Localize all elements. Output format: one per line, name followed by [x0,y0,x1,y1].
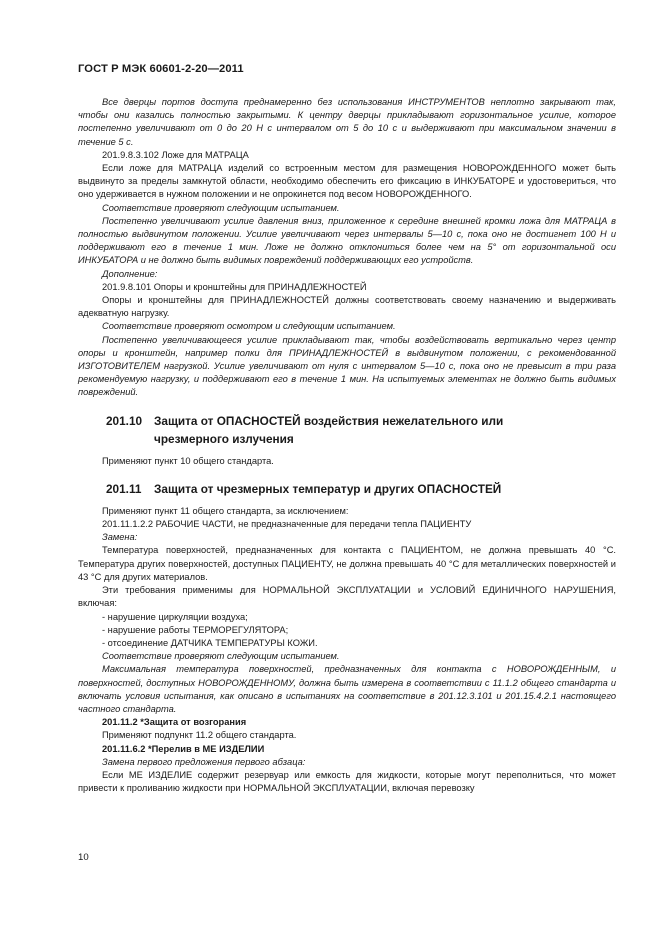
clause-heading: 201.11.6.2 *Перелив в МЕ ИЗДЕЛИИ [102,743,265,754]
compliance-note: Соответствие проверяют следующим испытанием. [102,202,340,213]
clause-heading: 201.9.8.101 Опоры и кронштейны для ПРИНАДЛЕЖНОСТЕЙ [102,281,367,292]
paragraph: Постепенно увеличивающееся усилие прикладывают так, чтобы воздействовать вертикально через центр опоры и кронштейн, например полки для ПРИНАДЛЕЖНОСТЕЙ в выдвинутом положении, с рекомендованной ИЗГОТОВИТЕЛЕМ нагрузкой. Усилие увеличивают от нуля с интервалом 5—10 с, пока оно не превысит в три раза рекомендуемую нагрузку, и поддерживают его в течение 1 мин. На испытуемых элементах не должно быть видимых повреждений. [78,334,616,398]
paragraph: Максимальная температура поверхностей, предназначенных для контакта с НОВОРОЖДЕННЫМ, и поверхностей, доступных НОВОРОЖДЕННОМУ, должна быть измерена в соответствии с 11.1.2 общего стандарта и включать условия испытания, как описано в испытаниях на соответствие в 201.12.3.101 и 201.15.4.2.1 настоящего частного стандарта. [78,664,616,714]
section-title: Защита от ОПАСНОСТЕЙ воздействия нежелательного или [154,413,504,428]
clause-heading: 201.11.1.2.2 РАБОЧИЕ ЧАСТИ, не предназначенные для передачи тепла ПАЦИЕНТУ [102,519,472,530]
clause-heading: 201.9.8.3.102 Ложе для МАТРАЦА [102,149,249,160]
paragraph: Если ложе для МАТРАЦА изделий со встроенным местом для размещения НОВОРОЖДЕННОГО может быть выдвинуто за пределы замкнутой области, необходимо обеспечить его фиксацию в ИНКУБАТОРЕ и удостовериться, что оно удерживается в нужном положении и не опрокинется под весом НОВОРОЖДЕННОГО. [78,163,616,200]
paragraph: Температура поверхностей, предназначенных для контакта с ПАЦИЕНТОМ, не должна превышать 40 °С. Температура других поверхностей, доступных ПАЦИЕНТУ, не должна превышать 40 °С для металлических поверхностей и 43 °С для других материалов. [78,545,616,582]
section-title-continued: чрезмерного излучения [154,431,294,446]
section-number: 201.11 [106,481,142,496]
paragraph: Эти требования применимы для НОРМАЛЬНОЙ ЭКСПЛУАТАЦИИ и УСЛОВИЙ ЕДИНИЧНОГО НАРУШЕНИЯ, включая: [78,585,616,609]
clause-heading: 201.11.2 *Защита от возгорания [102,717,247,728]
page-header: ГОСТ Р МЭК 60601-2-20—2011 [78,63,244,75]
paragraph: Применяют подпункт 11.2 общего стандарта. [102,730,297,741]
section-title: Защита от чрезмерных температур и других ОПАСНОСТЕЙ [154,481,502,496]
list-item: - нарушение работы ТЕРМОРЕГУЛЯТОРА; [102,624,289,635]
paragraph: Применяют пункт 10 общего стандарта. [102,455,274,466]
paragraph: Опоры и кронштейны для ПРИНАДЛЕЖНОСТЕЙ должны соответствовать своему назначению и выдерживать адекватную нагрузку. [78,295,616,319]
addition-note: Дополнение: [102,268,158,279]
paragraph: Все дверцы портов доступа преднамеренно без использования ИНСТРУМЕНТОВ неплотно закрывают так, чтобы они казались полностью закрытыми. К центру дверцы прикладывают горизонтальное усилие, которое постепенно увеличивают от 0 до 20 Н с интервалом от 5 до 10 с и выдерживают при максимальном значении в течение 5 с. [78,97,616,147]
replacement-note: Замена: [102,532,138,543]
page-number: 10 [78,852,89,863]
paragraph: Если МЕ ИЗДЕЛИЕ содержит резервуар или емкость для жидкости, которые могут переполниться, что может привести к проливанию жидкости при НОРМАЛЬНОЙ ЭКСПЛУАТАЦИИ, включая перевозку [78,769,616,794]
section-heading-201-11 [78,480,616,498]
section-heading-201-10 [78,412,616,448]
paragraph: Применяют пункт 11 общего стандарта, за исключением: [102,505,349,516]
page-content [78,96,616,795]
list-item: - нарушение циркуляции воздуха; [102,611,248,622]
paragraph: Постепенно увеличивают усилие давления вниз, приложенное к середине внешней кромки ложа для МАТРАЦА в полностью выдвинутом положении. Усилие увеличивают через интервалы 5—10 с, пока оно не достигнет 100 Н и поддерживают его в течение 1 мин. Ложе не должно отклониться более чем на 5° от горизонтальной оси ИНКУБАТОРА и не должно быть видимых повреждений поддерживающих его устройств. [78,215,616,266]
compliance-note: Соответствие проверяют следующим испытанием. [102,651,340,662]
compliance-note: Соответствие проверяют осмотром и следующим испытанием. [102,321,396,332]
replacement-note: Замена первого предложения первого абзаца: [102,756,306,767]
section-number: 201.10 [106,413,143,428]
list-item: - отсоединение ДАТЧИКА ТЕМПЕРАТУРЫ КОЖИ. [102,637,318,648]
